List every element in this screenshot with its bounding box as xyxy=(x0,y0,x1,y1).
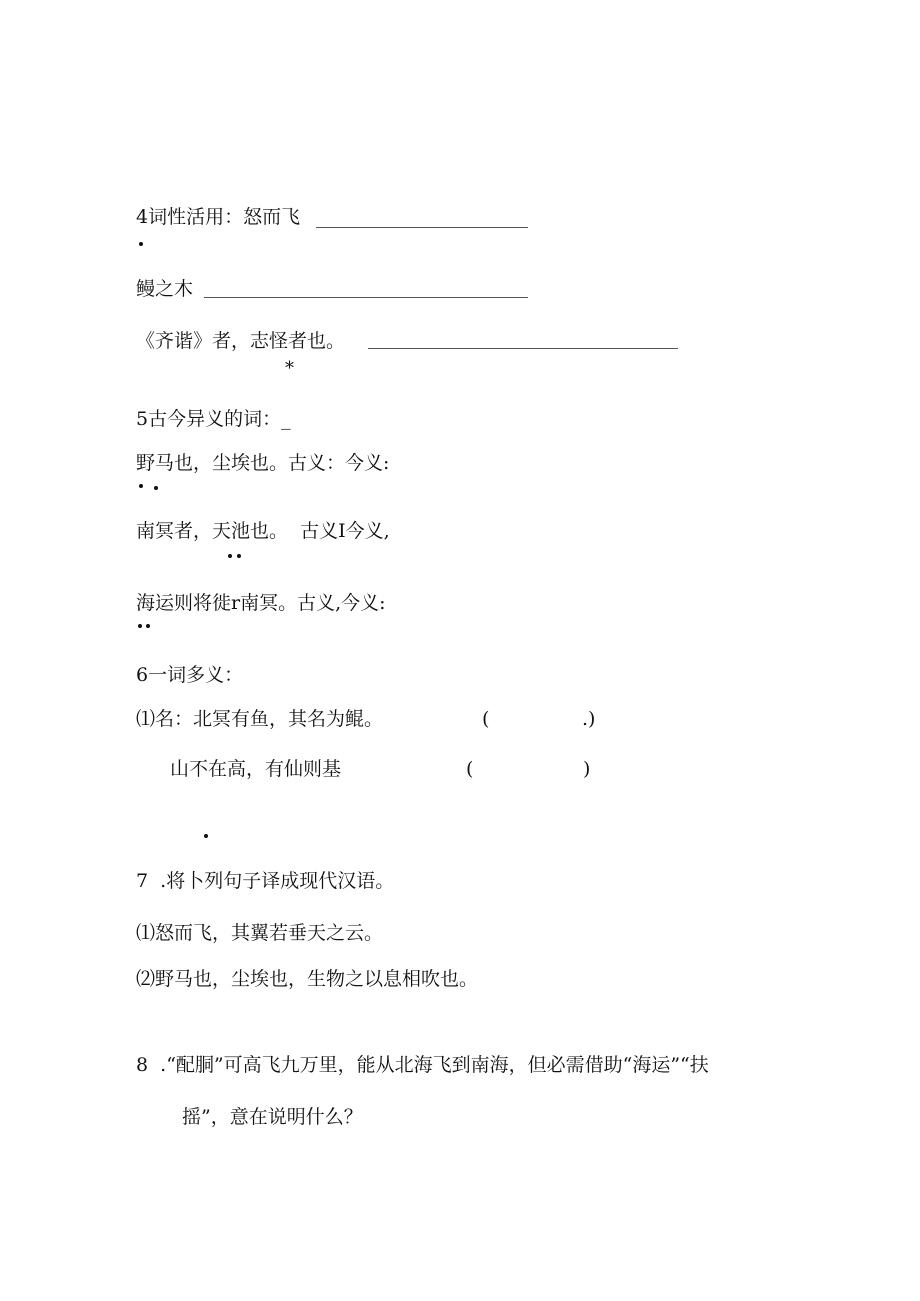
emphasis-dot xyxy=(139,484,143,488)
q6-item-2-close-paren: ) xyxy=(583,758,591,780)
q4-heading: 4词性活用：怒而飞 xyxy=(136,206,301,228)
q5-line-1: 野马也，尘埃也。古义：今义: xyxy=(136,452,390,474)
asterisk-mark: * xyxy=(285,358,294,379)
q8-line-1: 8 .“配胴”可高飞九万里，能从北海飞到南海，但必需借助“海运”“扶 xyxy=(136,1054,709,1076)
q7-sentence-2: ⑵野马也，尘埃也，生物之以息相吹也。 xyxy=(136,968,479,990)
emphasis-dot xyxy=(138,624,142,628)
emphasis-dot xyxy=(146,624,150,628)
q5-heading: 5古今异义的词：_ xyxy=(136,408,291,430)
q7-sentence-1: ⑴怒而飞，其翼若垂天之云。 xyxy=(136,922,384,944)
q5-line-2: 南冥者，天池也。 古义I今义, xyxy=(136,520,390,542)
q6-item-2: 山不在高，有仙则基 xyxy=(170,758,342,780)
emphasis-dot xyxy=(154,486,158,490)
q8-line-2: 摇”，意在说明什么？ xyxy=(182,1106,363,1128)
emphasis-dot xyxy=(139,242,143,246)
q4-answer-line-2[interactable] xyxy=(204,297,528,298)
q4-item-c: 《齐谐》者，志怪者也。 xyxy=(136,330,346,352)
q6-item-1-close-paren: .) xyxy=(582,708,596,730)
emphasis-dot xyxy=(237,554,241,558)
q6-item-2-open-paren: ( xyxy=(466,758,474,780)
q4-answer-line-1[interactable] xyxy=(316,227,528,228)
emphasis-dot xyxy=(204,834,208,838)
q4-answer-line-3[interactable] xyxy=(368,348,678,349)
q6-item-1-open-paren: ( xyxy=(482,708,490,730)
q4-item-b: 鳗之木 xyxy=(136,278,194,300)
q7-heading: 7 .将卜列句子译成现代汉语。 xyxy=(136,870,395,892)
q6-heading: 6一词多义： xyxy=(136,664,244,686)
emphasis-dot xyxy=(228,554,232,558)
q6-item-1: ⑴名：北冥有鱼，其名为鲲。 xyxy=(136,708,384,730)
q5-line-3: 海运则将徙r南冥。古义,今义: xyxy=(136,592,386,614)
